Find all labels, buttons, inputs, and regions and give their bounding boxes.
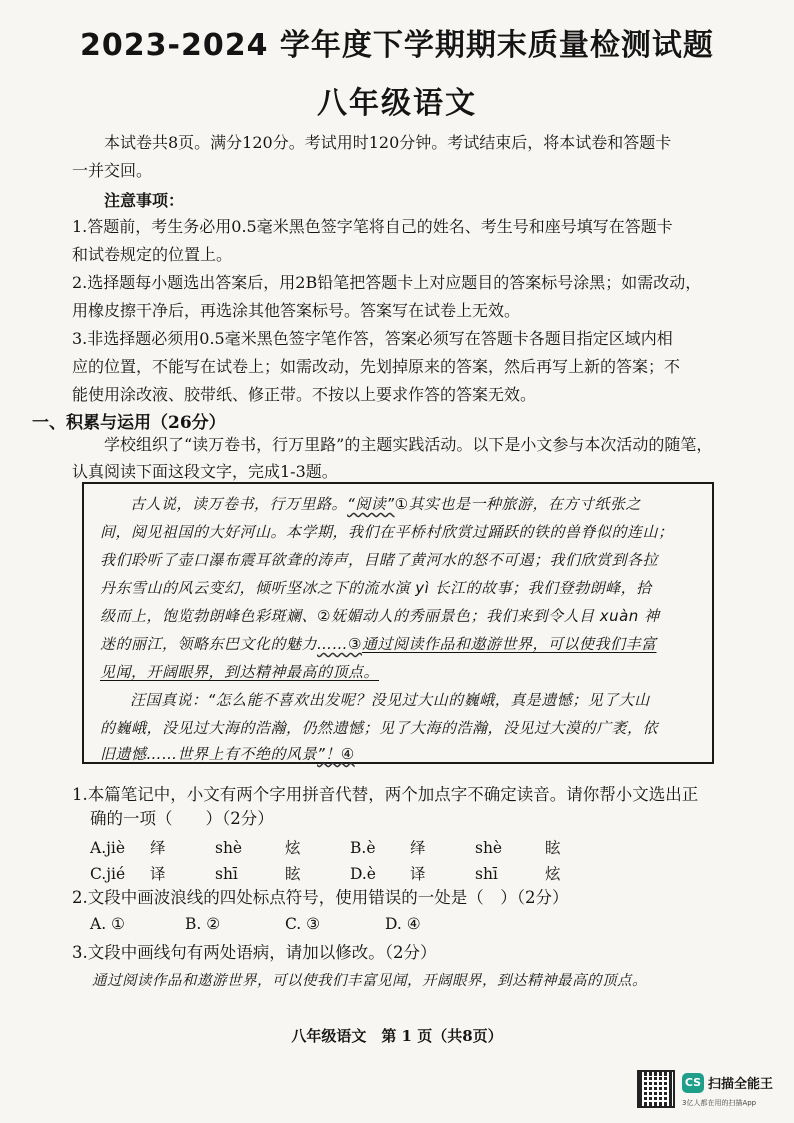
scanner-tagline: 3亿人都在用的扫描App: [682, 1099, 757, 1107]
notice-heading: 注意事项：: [104, 191, 185, 210]
passage-line: 旧遗憾……世界上有不绝的风景”！④: [100, 745, 355, 763]
passage-line: 古人说，读万卷书，行万里路。“阅读”①其实也是一种旅游，在方寸纸张之: [130, 495, 642, 513]
section-lead-b: 认真阅读下面这段文字，完成1-3题。: [72, 462, 338, 481]
section-heading: 一、积累与运用（26分）: [32, 413, 226, 433]
q3-sentence: 通过阅读作品和遨游世界，可以使我们丰富见闻，开阔眼界，到达精神最高的顶点。: [92, 973, 647, 989]
q2-option-b[interactable]: B. ②: [185, 915, 221, 933]
q2-option-d[interactable]: D. ④: [385, 915, 421, 933]
passage-line: 汪国真说：“怎么能不喜欢出发呢？没见过大山的巍峨，真是遗憾；见了大山: [130, 691, 650, 709]
passage-line: 丹东雪山的风云变幻，倾听坚冰之下的流水演 yì 长江的故事；我们登勃朗峰，拾: [100, 579, 652, 597]
intro-line-2: 一并交回。: [72, 161, 153, 180]
q1-option-c[interactable]: C.jié 译 shī 眩: [90, 865, 301, 883]
notice-2b: 用橡皮擦干净后，再选涂其他答案标号。答案写在试卷上无效。: [72, 301, 521, 320]
q3-stem: 3.文段中画线句有两处语病，请加以修改。（2分）: [72, 943, 437, 962]
underlined-sentence-end: 见闻，开阔眼界，到达精神最高的顶点。: [100, 663, 380, 681]
wavy-mark-1: “阅读”: [347, 495, 395, 513]
page-footer: 八年级语文 第 1 页（共8页）: [291, 1027, 503, 1045]
q1-stem-b: 确的一项（ ）（2分）: [90, 809, 274, 828]
notice-3b: 应的位置，不能写在试卷上；如需改动，先划掉原来的答案，然后再写上新的答案；不: [72, 357, 681, 376]
notice-2a: 2.选择题每小题选出答案后，用2B铅笔把答题卡上对应题目的答案标号涂黑；如需改动，: [72, 273, 702, 292]
q2-option-c[interactable]: C. ③: [285, 915, 321, 933]
notice-3c: 能使用涂改液、胶带纸、修正带。不按以上要求作答的答案无效。: [72, 385, 537, 404]
notice-1b: 和试卷规定的位置上。: [72, 245, 233, 264]
passage-line: 间，阅见祖国的大好河山。本学期，我们在平桥村欣赏过踊跃的铁的兽脊似的连山；: [100, 523, 674, 541]
scanner-name: 扫描全能王: [708, 1077, 774, 1092]
notice-1a: 1.答题前，考生务必用0.5毫米黑色签字笔将自己的姓名、考生号和座号填写在答题卡: [72, 217, 673, 236]
passage-line: 我们聆听了壶口瀑布震耳欲聋的涛声，目睹了黄河水的怒不可遏；我们欣赏到各拉: [100, 551, 659, 569]
exam-title: 2023-2024 学年度下学期期末质量检测试题: [80, 28, 714, 63]
q2-option-a[interactable]: A. ①: [90, 915, 125, 933]
passage-line: 级而上，饱览勃朗峰色彩斑斓、②妩媚动人的秀丽景色；我们来到令人目 xuàn 神: [100, 607, 660, 625]
wavy-mark-4: ”！④: [317, 745, 355, 763]
passage-line: 迷的丽江，领略东巴文化的魅力……③通过阅读作品和遨游世界，可以使我们丰富: [100, 635, 657, 653]
q1-option-a[interactable]: A.jiè 绎 shè 炫: [90, 839, 301, 857]
notice-3a: 3.非选择题必须用0.5毫米黑色签字笔作答，答案必须写在答题卡各题目指定区域内相: [72, 329, 673, 348]
q2-stem: 2.文段中画波浪线的四处标点符号，使用错误的一处是（ ）（2分）: [72, 888, 569, 907]
underlined-sentence: 通过阅读作品和遨游世界，可以使我们丰富: [361, 635, 657, 653]
q1-option-b[interactable]: B.è 绎 shè 眩: [350, 839, 561, 857]
q1-option-d[interactable]: D.è 译 shī 炫: [350, 865, 561, 883]
section-lead-a: 学校组织了“读万卷书，行万里路”的主题实践活动。以下是小文参与本次活动的随笔，: [104, 435, 713, 454]
q1-stem-a: 1.本篇笔记中，小文有两个字用拼音代替，两个加点字不确定读音。请你帮小文选出正: [72, 785, 699, 804]
passage-line: 的巍峨，没见过大海的浩瀚，仍然遗憾；见了大海的浩瀚，没见过大漠的广袤，依: [100, 719, 659, 737]
exam-subject: 八年级语文: [317, 86, 477, 121]
qr-code-icon: [637, 1070, 675, 1108]
intro-line-1: 本试卷共8页。满分120分。考试用时120分钟。考试结束后，将本试卷和答题卡: [104, 133, 672, 152]
scanner-logo: CS: [682, 1073, 704, 1093]
wavy-mark-3: ……③: [317, 635, 362, 653]
